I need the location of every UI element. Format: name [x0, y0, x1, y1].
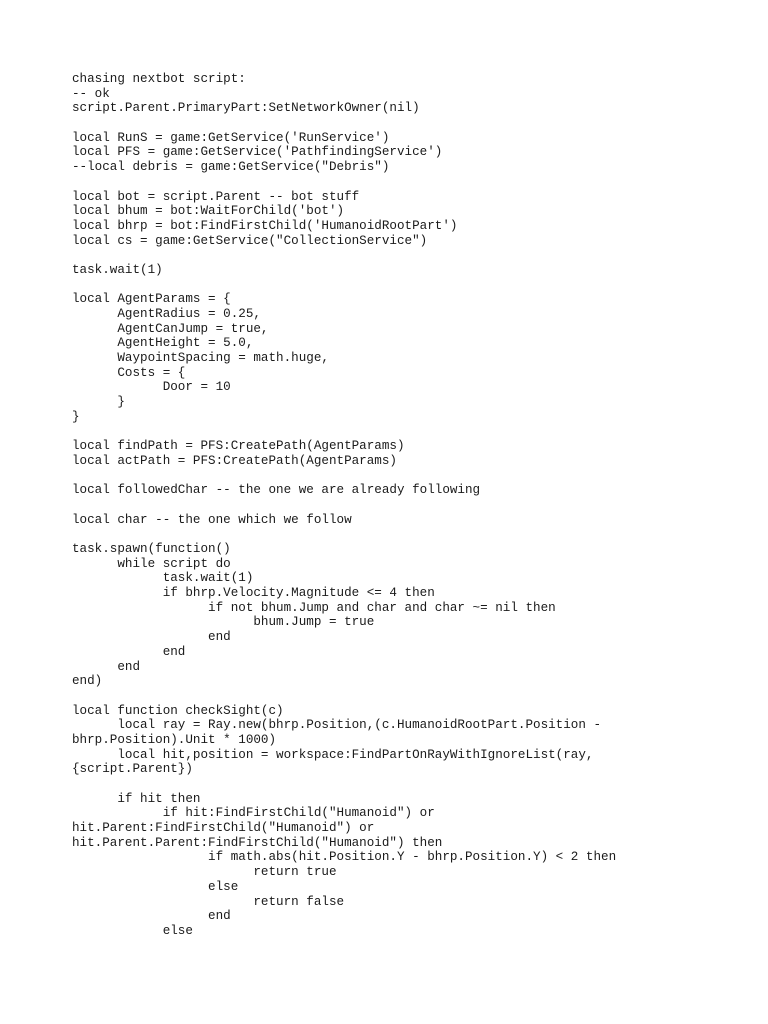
- code-line: local cs = game:GetService("CollectionService"): [72, 233, 428, 248]
- code-line: end: [72, 644, 186, 659]
- code-line: {script.Parent}): [72, 762, 193, 777]
- code-line: local bhum = bot:WaitForChild('bot'): [72, 204, 345, 219]
- code-line: }: [72, 409, 80, 424]
- code-line: chasing nextbot script:: [72, 72, 246, 86]
- code-line: end: [72, 909, 231, 924]
- code-line: task.wait(1): [72, 571, 254, 586]
- code-line: hit.Parent:FindFirstChild("Humanoid") or: [72, 821, 375, 836]
- code-line: end): [72, 674, 103, 689]
- code-line: task.wait(1): [72, 262, 163, 277]
- code-line: Door = 10: [72, 380, 231, 395]
- code-line: [72, 777, 732, 792]
- code-line: --local debris = game:GetService("Debris"): [72, 160, 390, 175]
- code-line: else: [72, 879, 239, 894]
- code-line: [72, 116, 732, 131]
- code-line: if hit:FindFirstChild("Humanoid") or: [72, 806, 435, 821]
- code-line: [72, 527, 732, 542]
- code-line: WaypointSpacing = math.huge,: [72, 351, 329, 366]
- code-line: }: [72, 395, 125, 410]
- code-line: local bhrp = bot:FindFirstChild('HumanoidRootPart'): [72, 218, 458, 233]
- code-line: [72, 689, 732, 704]
- code-line: else: [72, 923, 193, 938]
- code-line: -- ok: [72, 86, 110, 101]
- code-line: local ray = Ray.new(bhrp.Position,(c.HumanoidRootPart.Position -: [72, 718, 602, 733]
- code-line: end: [72, 630, 231, 645]
- code-line: local RunS = game:GetService('RunService'): [72, 130, 390, 145]
- code-line: bhum.Jump = true: [72, 615, 375, 630]
- code-line: [72, 248, 732, 263]
- code-line: [72, 498, 732, 513]
- code-line: local hit,position = workspace:FindPartOnRayWithIgnoreList(ray,: [72, 747, 594, 762]
- code-line: [72, 278, 732, 293]
- code-line: AgentRadius = 0.25,: [72, 307, 261, 321]
- code-line: if hit then: [72, 791, 201, 806]
- code-line: local actPath = PFS:CreatePath(AgentParams): [72, 453, 397, 468]
- code-line: local char -- the one which we follow: [72, 512, 352, 527]
- code-line: local followedChar -- the one we are already following: [72, 483, 481, 498]
- code-line: [72, 175, 732, 190]
- code-line: [72, 469, 732, 484]
- code-line: local PFS = game:GetService('PathfindingService'): [72, 145, 443, 160]
- code-line: while script do: [72, 556, 231, 571]
- code-line: end: [72, 659, 141, 674]
- code-line: local bot = script.Parent -- bot stuff: [72, 189, 360, 204]
- code-line: local findPath = PFS:CreatePath(AgentParams): [72, 439, 405, 454]
- code-line: return true: [72, 865, 337, 880]
- code-line: return false: [72, 894, 345, 909]
- code-line: AgentHeight = 5.0,: [72, 336, 254, 351]
- code-document: [72, 72, 732, 939]
- code-line: Costs = {: [72, 365, 186, 380]
- code-line: local function checkSight(c): [72, 703, 284, 718]
- code-line: if math.abs(hit.Position.Y - bhrp.Position.Y) < 2 then: [72, 850, 617, 865]
- code-line: if bhrp.Velocity.Magnitude <= 4 then: [72, 586, 435, 601]
- code-line: script.Parent.PrimaryPart:SetNetworkOwner(nil): [72, 101, 420, 116]
- code-line: hit.Parent.Parent:FindFirstChild("Humanoid") then: [72, 835, 443, 850]
- code-line: AgentCanJump = true,: [72, 321, 269, 336]
- code-line: if not bhum.Jump and char and char ~= nil then: [72, 600, 556, 615]
- code-line: task.spawn(function(): [72, 542, 231, 556]
- code-line: bhrp.Position).Unit * 1000): [72, 732, 277, 747]
- code-line: local AgentParams = {: [72, 292, 231, 307]
- code-line: [72, 425, 732, 440]
